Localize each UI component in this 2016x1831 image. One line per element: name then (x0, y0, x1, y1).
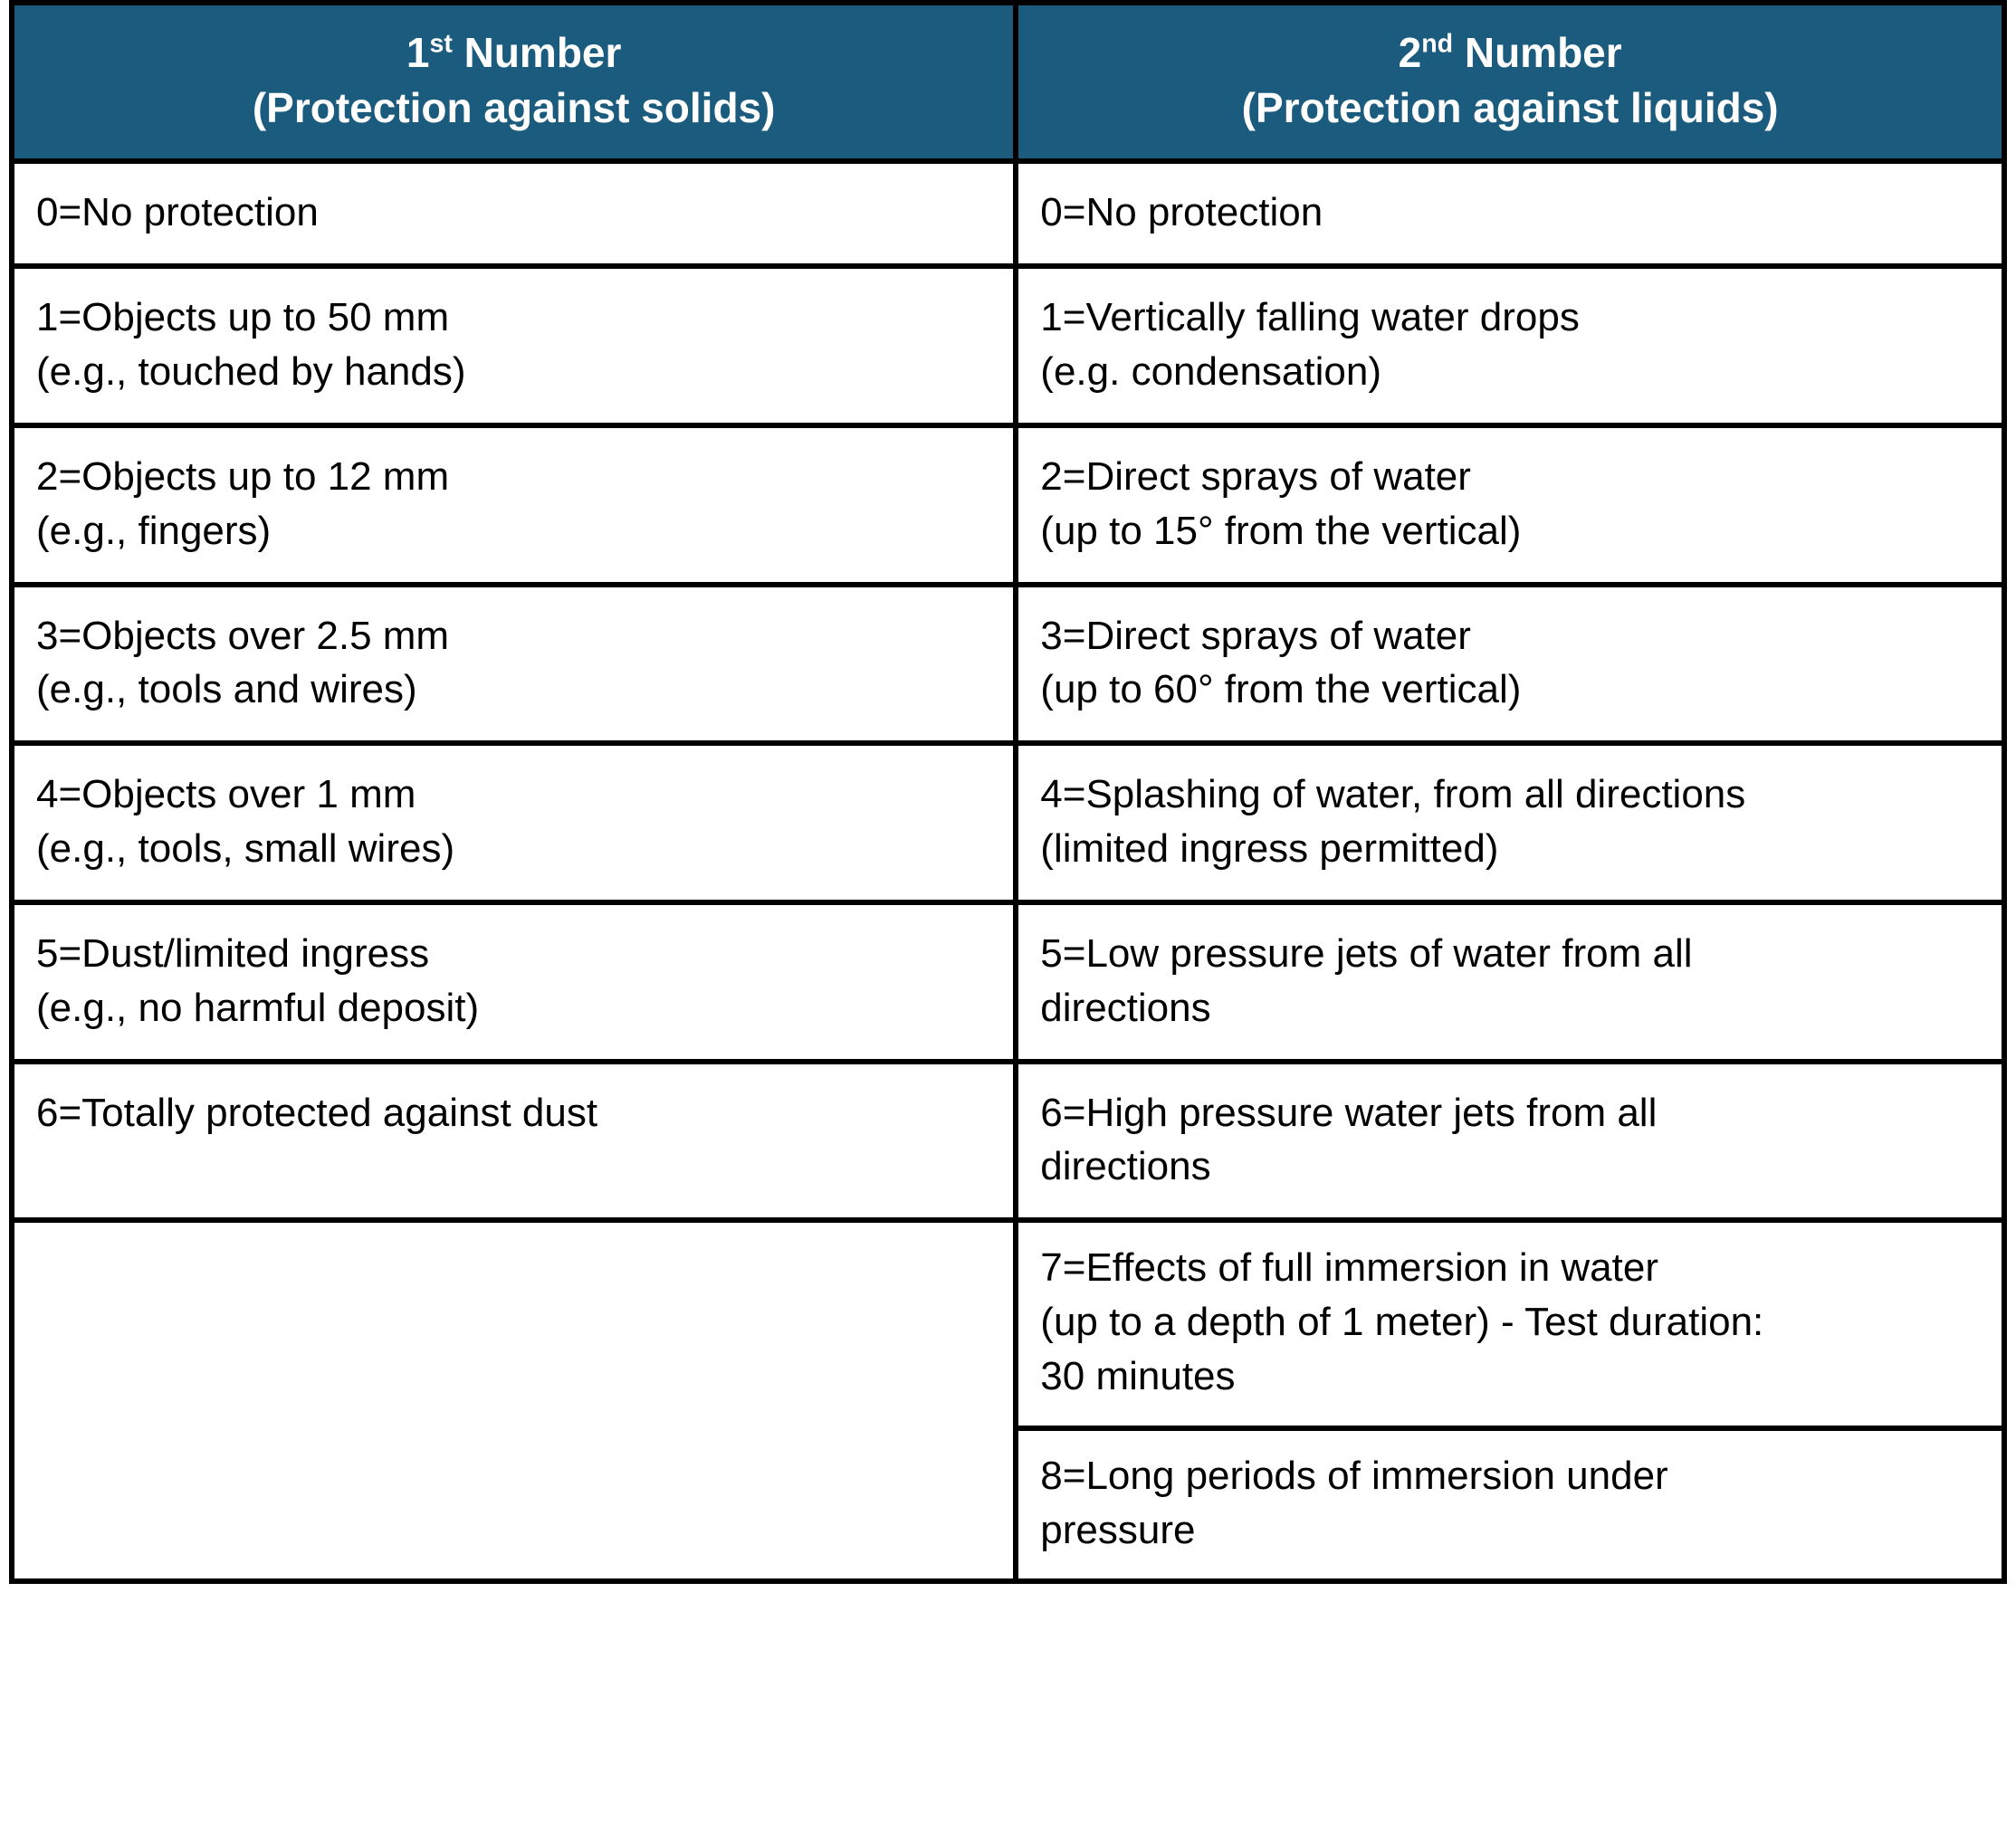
liquids-3-line1: 3=Direct sprays of water (1040, 613, 1471, 658)
solids-3-line1: 3=Objects over 2.5 mm (36, 613, 450, 658)
liquids-8-line1: 8=Long periods of immersion under (1040, 1453, 1668, 1498)
liquids-1-line1: 1=Vertically falling water drops (1040, 295, 1580, 340)
liquids-cell-2 (1016, 425, 2004, 585)
solids-cell-1 (12, 266, 1016, 425)
liquids-cell-3 (1016, 585, 2004, 744)
solids-1-line2: (e.g., touched by hands) (36, 349, 466, 395)
header-cell-solids (12, 3, 1016, 161)
table-row (12, 425, 2004, 585)
liquids-cell-group-7-8 (1016, 1220, 2004, 1581)
solids-0-line1: 0=No protection (36, 190, 319, 235)
table-header (12, 3, 2004, 161)
header-liquids-title: 2nd Number (1398, 29, 1622, 76)
solids-cell-6 (12, 1062, 1016, 1221)
solids-4-line2: (e.g., tools, small wires) (36, 826, 455, 872)
solids-5-line2: (e.g., no harmful deposit) (36, 985, 480, 1030)
header-solids-title: 1st Number (406, 29, 622, 76)
liquids-5-line2: directions (1040, 985, 1211, 1030)
header-row (12, 3, 2004, 161)
table-row (1018, 1223, 2002, 1427)
liquids-8-line2: pressure (1040, 1507, 1196, 1552)
table-row (12, 585, 2004, 744)
solids-4-line1: 4=Objects over 1 mm (36, 772, 416, 817)
ip-rating-table (9, 0, 2007, 1584)
liquids-4-line1: 4=Splashing of water, from all directions (1040, 772, 1746, 817)
liquids-7-line1: 7=Effects of full immersion in water (1040, 1245, 1658, 1291)
solids-1-line1: 1=Objects up to 50 mm (36, 295, 450, 340)
liquids-2-line1: 2=Direct sprays of water (1040, 453, 1471, 499)
solids-cell-0 (12, 161, 1016, 266)
liquids-7-line3: 30 minutes (1040, 1353, 1236, 1398)
liquids-cell-4 (1016, 743, 2004, 902)
solids-cell-3 (12, 585, 1016, 744)
solids-6-line1: 6=Totally protected against dust (36, 1090, 598, 1135)
liquids-0-line1: 0=No protection (1040, 190, 1323, 235)
solids-3-line2: (e.g., tools and wires) (36, 667, 417, 712)
table-row (12, 1062, 2004, 1221)
solids-5-line1: 5=Dust/limited ingress (36, 930, 430, 976)
table-body (12, 161, 2004, 1581)
header-cell-liquids (1016, 3, 2004, 161)
liquids-4-line2: (limited ingress permitted) (1040, 826, 1499, 872)
liquids-7-line2: (up to a depth of 1 meter) - Test duration: (1040, 1300, 1764, 1345)
header-liquids-ordinal-suffix: nd (1421, 29, 1454, 59)
solids-cell-5 (12, 902, 1016, 1062)
solids-2-line2: (e.g., fingers) (36, 508, 272, 553)
table-row (12, 266, 2004, 425)
liquids-cell-8 (1018, 1428, 2002, 1579)
solids-2-line1: 2=Objects up to 12 mm (36, 453, 450, 499)
table-row (12, 902, 2004, 1062)
liquids-5-line1: 5=Low pressure jets of water from all (1040, 930, 1693, 976)
header-liquids-subtitle: (Protection against liquids) (1241, 83, 1779, 131)
table-row (12, 1220, 2004, 1581)
liquids-6-line2: directions (1040, 1144, 1211, 1189)
solids-cell-empty (12, 1220, 1016, 1581)
liquids-cell-0 (1016, 161, 2004, 266)
table-row (12, 743, 2004, 902)
table-row (1018, 1428, 2002, 1579)
liquids-6-line1: 6=High pressure water jets from all (1040, 1090, 1658, 1135)
liquids-cell-6 (1016, 1062, 2004, 1221)
table-row (12, 161, 2004, 266)
solids-cell-4 (12, 743, 1016, 902)
header-solids-subtitle: (Protection against solids) (252, 83, 776, 131)
liquids-2-line2: (up to 15° from the vertical) (1040, 508, 1522, 553)
liquids-cell-5 (1016, 902, 2004, 1062)
liquids-1-line2: (e.g. condensation) (1040, 349, 1381, 395)
liquids-3-line2: (up to 60° from the vertical) (1040, 667, 1522, 712)
header-solids-ordinal-suffix: st (429, 29, 453, 59)
liquids-subtable (1018, 1223, 2002, 1578)
solids-cell-2 (12, 425, 1016, 585)
liquids-cell-1 (1016, 266, 2004, 425)
liquids-cell-7 (1018, 1223, 2002, 1427)
